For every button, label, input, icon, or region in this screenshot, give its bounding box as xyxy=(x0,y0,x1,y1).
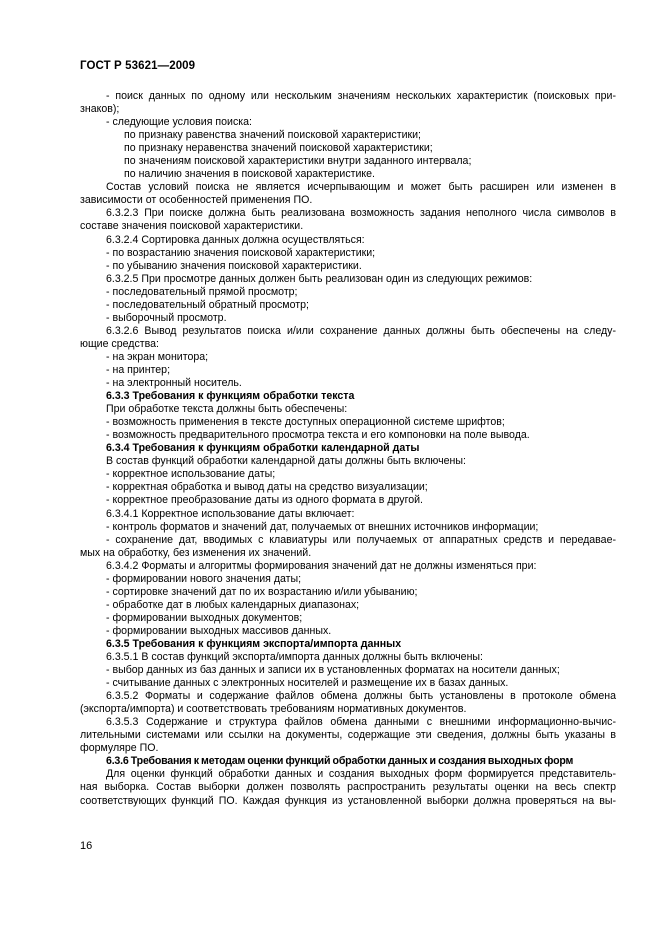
text-line: 6.3.4.2 Форматы и алгоритмы формирования значений дат не должны изменяться при: xyxy=(106,559,537,572)
text-line: - сохранение дат, вводимых с клавиатуры или получаемых от аппаратных средств и передавае- xyxy=(106,533,616,546)
text-line: 6.3.5.1 В состав функций экспорта/импорта данных должны быть включены: xyxy=(106,651,483,664)
text-line: зависимости от особенностей применения ПО. xyxy=(80,194,313,207)
text-line: 6.3.6 Требования к методам оценки функций обработки данных и создания выходных форм xyxy=(106,755,574,768)
standard-header: ГОСТ Р 53621—2009 xyxy=(80,60,196,72)
text-line: - выбор данных из баз данных и записи их в установленных форматах на носители данных; xyxy=(106,664,560,677)
text-line: 6.3.4.1 Корректное использование даты включает: xyxy=(106,507,355,520)
text-line: лительными системами или ссылки на документы, содержащие эти сведения, должны быть указаны в xyxy=(80,729,616,742)
text-line: мых на обработку, без изменения их значений. xyxy=(80,546,312,559)
text-line: (экспорта/импорта) и соответствовать требованиям нормативных документов. xyxy=(80,703,467,716)
text-line: Для оценки функций обработки данных и создания выходных форм формируется представитель- xyxy=(106,768,616,781)
text-line: - формировании выходных документов; xyxy=(106,611,303,624)
text-line: - сортировке значений дат по их возрастанию и/или убыванию; xyxy=(106,585,418,598)
text-line: 6.3.4 Требования к функциям обработки календарной даты xyxy=(106,442,420,455)
text-line: составе значения поисковой характеристики. xyxy=(80,220,304,233)
text-line: 6.3.5 Требования к функциям экспорта/импорта данных xyxy=(106,637,402,650)
page-number: 16 xyxy=(80,840,93,852)
text-line: по значениям поисковой характеристики внутри заданного интервала; xyxy=(124,155,472,168)
text-line: - на электронный носитель. xyxy=(106,377,242,390)
text-line: формуляре ПО. xyxy=(80,742,159,755)
text-line: - последовательный прямой просмотр; xyxy=(106,285,298,298)
text-line: по признаку равенства значений поисковой характеристики; xyxy=(124,129,421,142)
text-line: - по возрастанию значения поисковой характеристики; xyxy=(106,246,376,259)
text-line: 6.3.2.4 Сортировка данных должна осуществляться: xyxy=(106,233,365,246)
text-line: - следующие условия поиска: xyxy=(106,116,252,129)
text-line: - корректное преобразование даты из одного формата в другой. xyxy=(106,494,423,507)
text-line: 6.3.2.5 При просмотре данных должен быть реализован один из следующих режимов: xyxy=(106,272,533,285)
text-line: - возможность предварительного просмотра текста и его компоновки на поле вывода. xyxy=(106,429,530,442)
text-line: При обработке текста должны быть обеспечены: xyxy=(106,403,348,416)
text-line: 6.3.5.2 Форматы и содержание файлов обмена должны быть установлены в протоколе обмена xyxy=(106,690,616,703)
text-line: В состав функций обработки календарной даты должны быть включены: xyxy=(106,455,466,468)
text-line: - на принтер; xyxy=(106,363,171,376)
text-line: - формировании выходных массивов данных. xyxy=(106,624,332,637)
text-line: - по убыванию значения поисковой характеристики. xyxy=(106,259,362,272)
text-line: 6.3.2.3 При поиске должна быть реализована возможность задания неполного числа символов в xyxy=(106,207,616,220)
text-line: - последовательный обратный просмотр; xyxy=(106,298,309,311)
text-line: - считывание данных с электронных носителей и размещение их в базах данных. xyxy=(106,677,509,690)
text-line: 6.3.3 Требования к функциям обработки текста xyxy=(106,390,355,403)
text-line: - на экран монитора; xyxy=(106,350,209,363)
text-line: по наличию значения в поисковой характеристике. xyxy=(124,168,375,181)
text-line: - корректное использование даты; xyxy=(106,468,276,481)
text-line: по признаку неравенства значений поисковой характеристики; xyxy=(124,142,433,155)
text-line: соответствующих функций ПО. Каждая функция из установленной выборки должна проверяться на вы- xyxy=(80,794,616,807)
document-body xyxy=(80,90,616,808)
text-line: - обработке дат в любых календарных диапазонах; xyxy=(106,598,360,611)
text-line: - выборочный просмотр. xyxy=(106,311,227,324)
text-line: - корректная обработка и вывод даты на средство визуализации; xyxy=(106,481,428,494)
text-line: 6.3.2.6 Вывод результатов поиска и/или сохранение данных должны быть обеспечены на следу- xyxy=(106,324,616,337)
text-line: 6.3.5.3 Содержание и структура файлов обмена данными с внешними информационно-вычис- xyxy=(106,716,616,729)
text-line: Состав условий поиска не является исчерпывающим и может быть расширен или изменен в xyxy=(106,181,616,194)
text-line: ющие средства: xyxy=(80,337,159,350)
text-line: - возможность применения в тексте доступных операционной системе шрифтов; xyxy=(106,416,505,429)
text-line: - формировании нового значения даты; xyxy=(106,572,302,585)
text-line: знаков); xyxy=(80,103,120,116)
text-line: - контроль форматов и значений дат, получаемых от внешних источников информации; xyxy=(106,520,539,533)
text-line: - поиск данных по одному или нескольким значениям нескольких характеристик (поисковых при- xyxy=(106,90,616,102)
text-line: ная выборка. Состав выборки должен позволять распространить результаты оценки на весь спектр xyxy=(80,781,616,794)
